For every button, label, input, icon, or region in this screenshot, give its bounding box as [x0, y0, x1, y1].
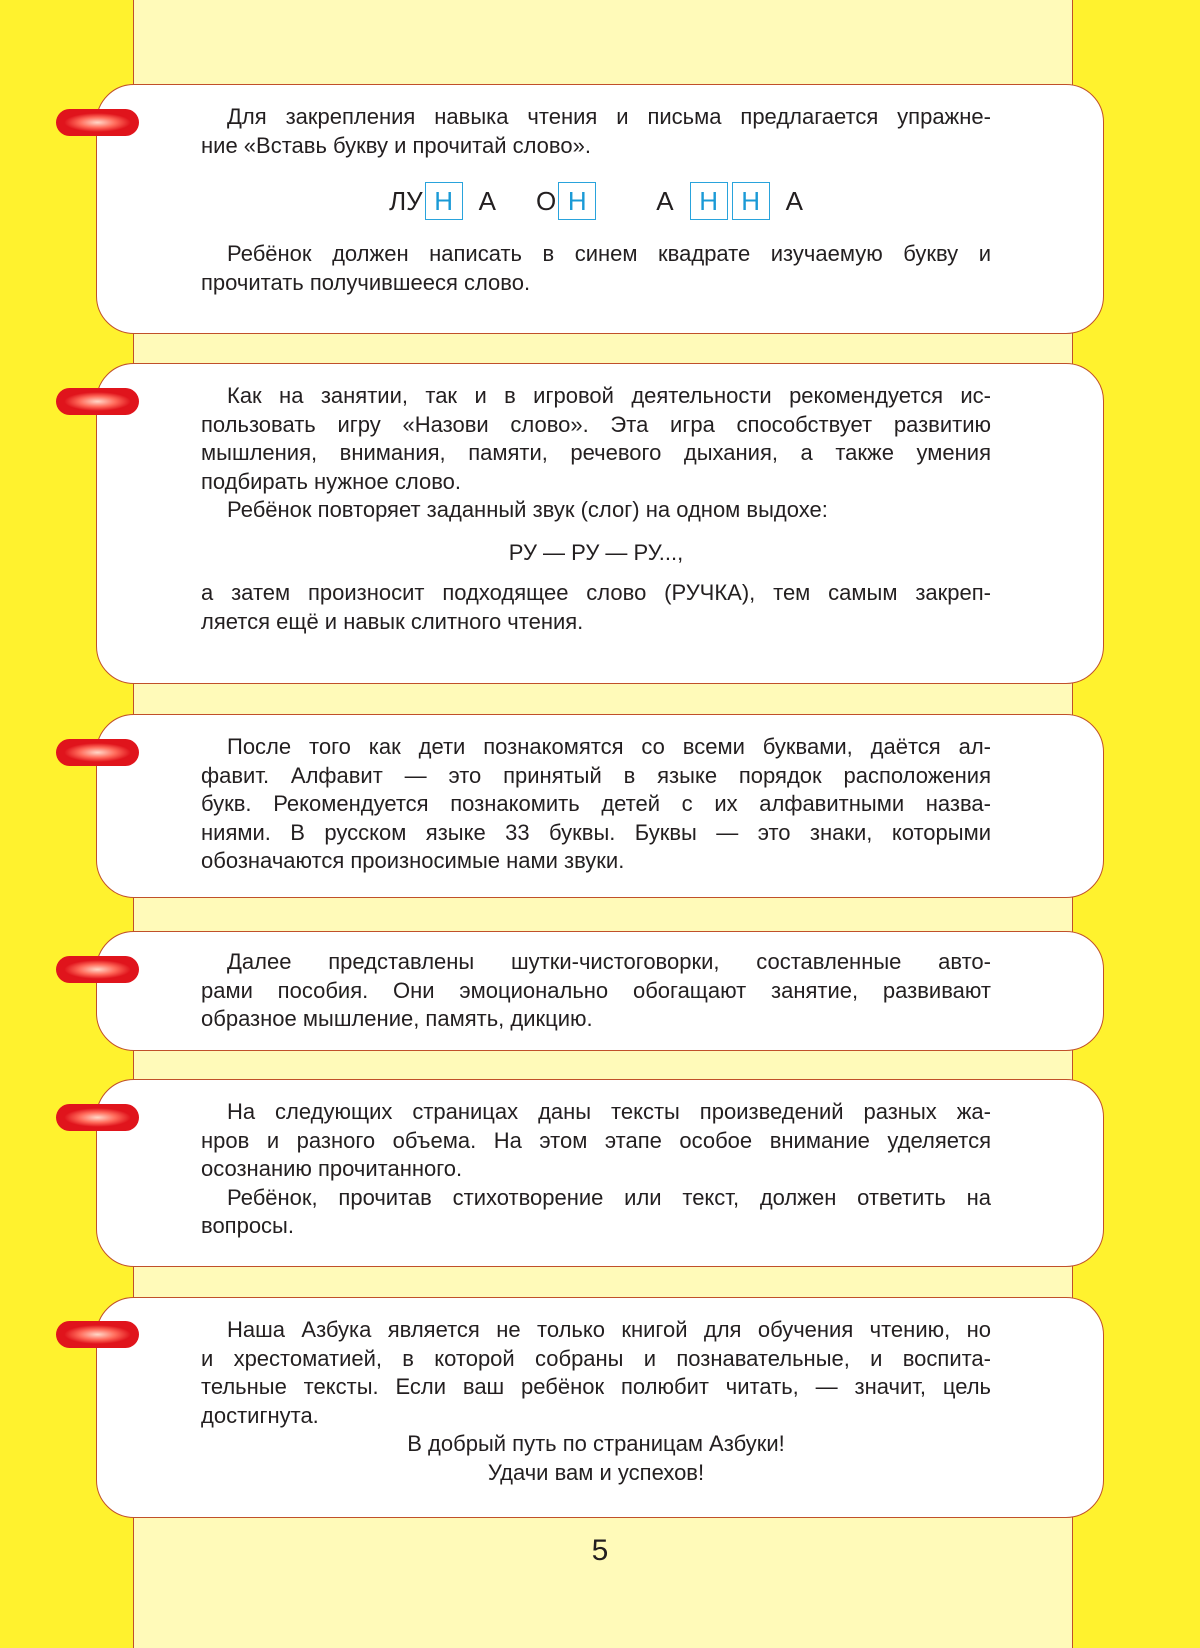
text-line: и хрестоматией, в которой собраны и познавательные, и воспита-: [201, 1345, 991, 1371]
red-bullet-icon: [56, 1104, 139, 1131]
text-line: Ребёнок повторяет заданный звук (слог) на одном выдохе:: [227, 497, 828, 522]
text-line: Как на занятии, так и в игровой деятельности рекомендуется ис-: [227, 383, 991, 408]
card-text: [201, 103, 991, 297]
red-bullet-icon: [56, 109, 139, 136]
text-line: пользовать игру «Назови слово». Эта игра способствует развитию: [201, 411, 991, 437]
letters: А: [785, 185, 803, 216]
red-bullet-icon: [56, 388, 139, 415]
red-bullet-icon: [56, 956, 139, 983]
text-line: прочитать получившееся слово.: [201, 269, 531, 295]
letter-box: Н: [425, 182, 463, 220]
card-closing: [96, 1297, 1104, 1518]
text-line: На следующих страницах даны тексты произведений разных жа-: [227, 1099, 991, 1124]
syllable-example: РУ — РУ — РУ...,: [508, 539, 684, 565]
letters: А: [478, 185, 496, 216]
text-line: букв. Рекомендуется познакомить детей с их алфавитными назва-: [201, 791, 991, 816]
text-line: Ребёнок должен написать в синем квадрате изучаемую букву и: [227, 241, 991, 266]
closing-line: Удачи вам и успехов!: [487, 1459, 705, 1485]
text-line: После того как дети познакомятся со всеми буквами, даётся ал-: [227, 734, 991, 759]
card-text: [201, 948, 991, 1034]
card-tongue-twisters: [96, 931, 1104, 1051]
text-line: ниями. В русском языке 33 буквы. Буквы — это знаки, которыми: [201, 819, 991, 845]
letter-exercise: [201, 182, 991, 220]
text-line: рами пособия. Они эмоционально обогащают занятие, развивают: [201, 977, 991, 1003]
text-line: Ребёнок, прочитав стихотворение или текст, должен ответить на: [227, 1184, 991, 1210]
text-line: обозначаются произносимые нами звуки.: [201, 848, 625, 873]
red-bullet-icon: [56, 739, 139, 766]
text-line: образное мышление, память, дикцию.: [201, 1006, 593, 1031]
letters: О: [536, 185, 557, 216]
letters: А: [656, 185, 674, 216]
letter-box: Н: [690, 182, 728, 220]
text-line: Далее представлены шутки-чистоговорки, составленные авто-: [227, 949, 991, 974]
card-insert-letter: [96, 84, 1104, 334]
text-line: вопросы.: [201, 1213, 294, 1238]
closing-line: В добрый путь по страницам Азбуки!: [407, 1431, 785, 1456]
text-line: ние «Вставь букву и прочитай слово».: [201, 132, 591, 158]
text-line: мышления, внимания, памяти, речевого дыхания, а также умения: [201, 440, 991, 465]
text-line: подбирать нужное слово.: [201, 468, 461, 494]
text-line: а затем произносит подходящее слово (РУЧКА), тем самым закреп-: [201, 580, 991, 605]
card-text: [201, 382, 991, 636]
text-line: фавит. Алфавит — это принятый в языке порядок расположения: [201, 762, 991, 788]
text-line: тельные тексты. Если ваш ребёнок полюбит читать, — значит, цель: [201, 1374, 991, 1399]
text-line: Наша Азбука является не только книгой для обучения чтению, но: [227, 1317, 991, 1342]
card-text: [201, 1316, 991, 1487]
text-line: Для закрепления навыка чтения и письма предлагается упражне-: [227, 104, 991, 129]
letter-box: Н: [558, 182, 596, 220]
text-line: осознанию прочитанного.: [201, 1156, 463, 1181]
text-line: ляется ещё и навык слитного чтения.: [201, 608, 584, 634]
card-text: [201, 733, 991, 876]
card-alphabet: [96, 714, 1104, 898]
text-line: достигнута.: [201, 1402, 319, 1428]
red-bullet-icon: [56, 1321, 139, 1348]
letter-box: Н: [732, 182, 770, 220]
letters: ЛУ: [389, 185, 423, 216]
text-line: нров и разного объема. На этом этапе особое внимание уделяется: [201, 1127, 991, 1153]
card-name-word-game: [96, 363, 1104, 684]
card-texts: [96, 1079, 1104, 1267]
page-number: 5: [591, 1534, 609, 1567]
card-text: [201, 1098, 991, 1241]
